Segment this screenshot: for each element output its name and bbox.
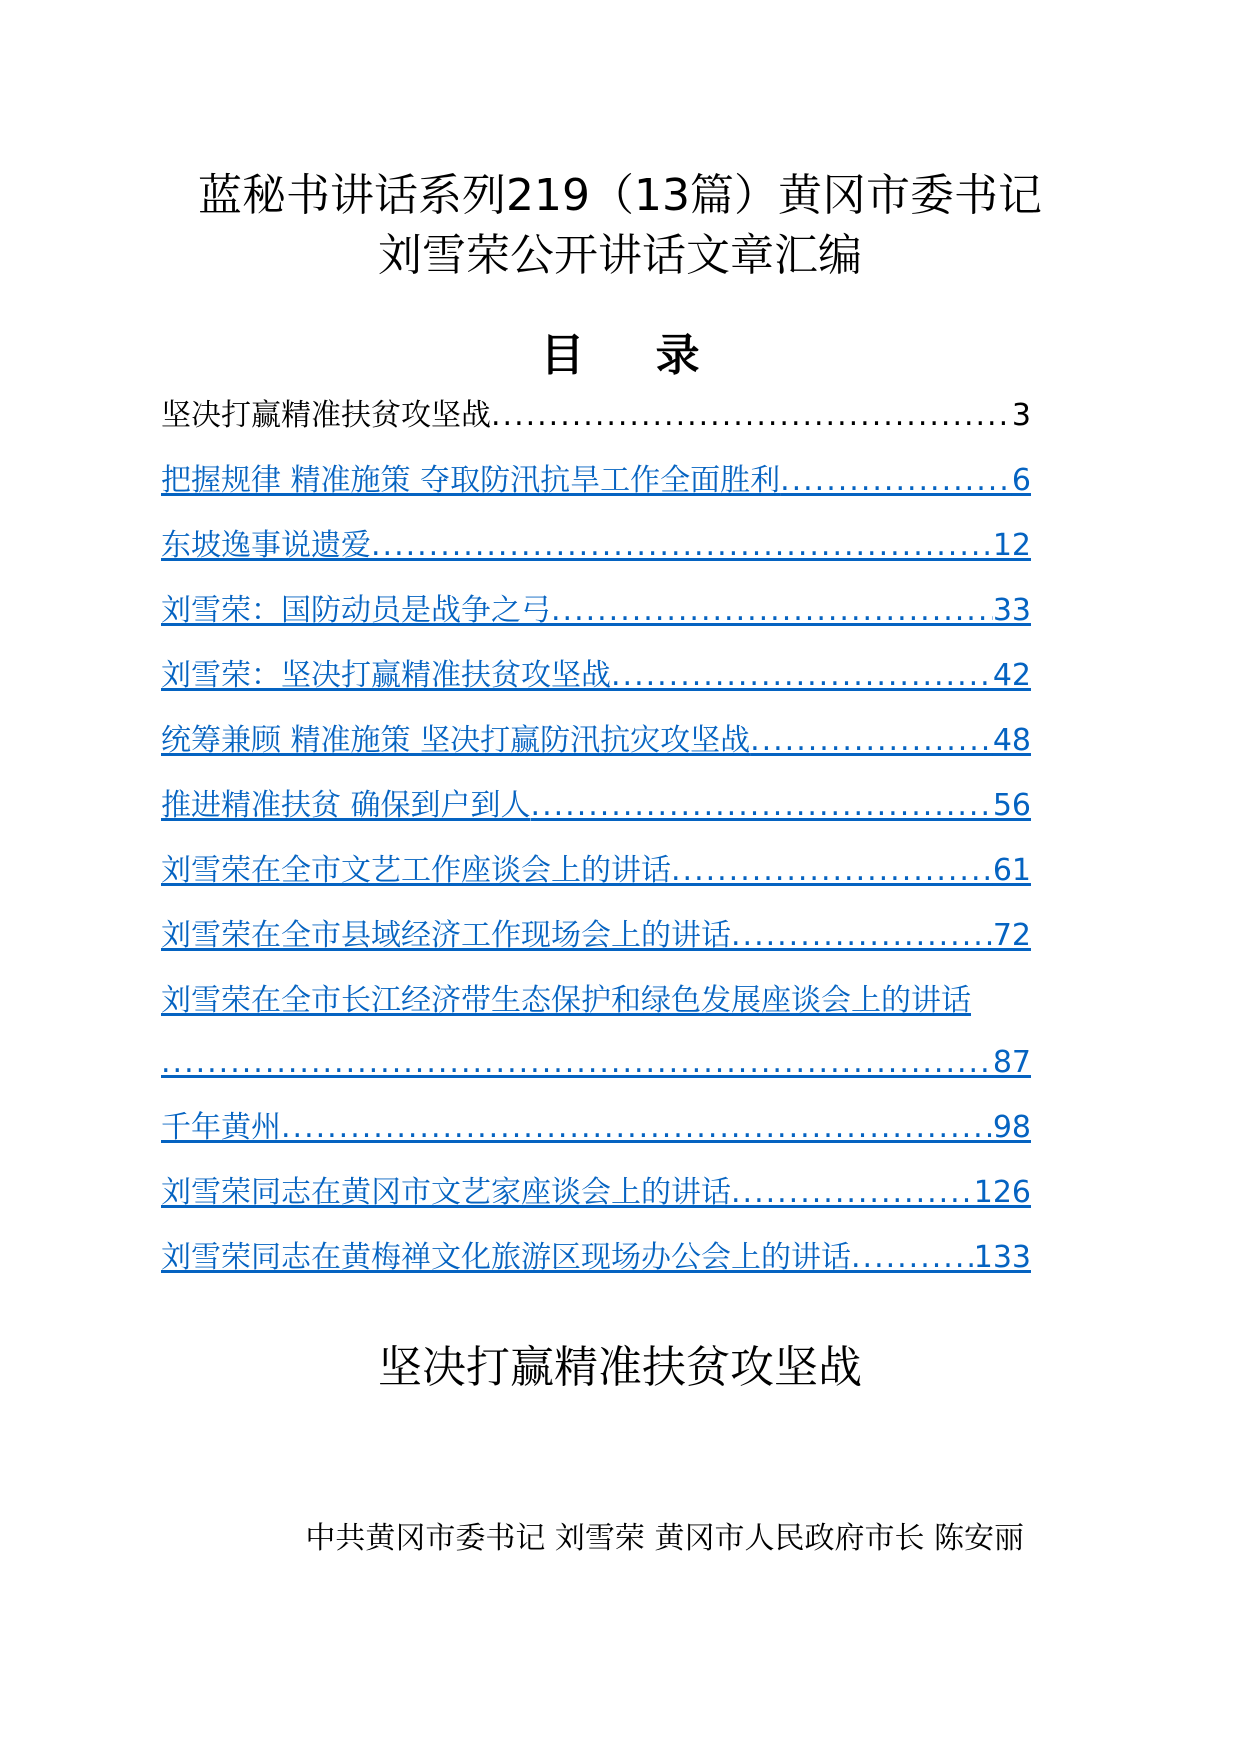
toc-leader-dots[interactable] [731, 915, 993, 957]
toc-leader-dots[interactable] [371, 525, 993, 567]
document-title-line-2: 刘雪荣公开讲话文章汇编 [378, 230, 862, 281]
toc-entry-title[interactable]: 千年黄州 [161, 1110, 281, 1145]
toc-leader-dots[interactable] [731, 1172, 974, 1214]
toc-entry-11[interactable] [161, 1107, 1031, 1149]
toc-entry-12[interactable] [161, 1172, 1031, 1214]
toc-entry-1 [161, 395, 1031, 437]
toc-entry-13[interactable] [161, 1237, 1031, 1279]
toc-entry-title[interactable]: 刘雪荣在全市县域经济工作现场会上的讲话 [161, 918, 731, 953]
toc-entry-page[interactable]: 87 [992, 1045, 1031, 1080]
toc-entry-title[interactable]: 推进精准扶贫 确保到户到人 [161, 788, 531, 823]
toc-entry-title[interactable]: 东坡逸事说遗爱 [161, 528, 371, 563]
document-title-line-1: 蓝秘书讲话系列219（13篇）黄冈市委书记 [198, 170, 1042, 221]
toc-entry-continuation[interactable] [161, 1042, 1031, 1084]
toc-entry-4[interactable] [161, 590, 1031, 632]
toc-leader-dots[interactable] [281, 1107, 993, 1149]
toc-entry-title[interactable]: 刘雪荣：坚决打赢精准扶贫攻坚战 [161, 658, 611, 693]
toc-entry-title: 坚决打赢精准扶贫攻坚战 [161, 398, 491, 433]
toc-leader-dots[interactable] [750, 720, 993, 762]
toc-entry-9[interactable] [161, 915, 1031, 957]
toc-leader-dots[interactable] [851, 1237, 974, 1279]
toc-entry-page: 3 [1011, 398, 1031, 433]
toc-entry-page[interactable]: 6 [1011, 463, 1031, 498]
toc-entry-page[interactable]: 48 [992, 723, 1031, 758]
toc-leader-dots[interactable] [551, 590, 993, 632]
toc-entry-page[interactable]: 42 [992, 658, 1031, 693]
toc-entry-title[interactable]: 刘雪荣同志在黄冈市文艺家座谈会上的讲话 [161, 1175, 731, 1210]
toc-entry-title[interactable]: 把握规律 精准施策 夺取防汛抗旱工作全面胜利 [161, 463, 781, 498]
toc-entry-title[interactable]: 刘雪荣在全市长江经济带生态保护和绿色发展座谈会上的讲话 [161, 983, 971, 1018]
toc-leader-dots[interactable] [780, 460, 1012, 502]
toc-entry-page[interactable]: 56 [992, 788, 1031, 823]
toc-entry-6[interactable] [161, 720, 1031, 762]
toc-entry-3[interactable] [161, 525, 1031, 567]
toc-entry-2[interactable] [161, 460, 1031, 502]
author-byline: 中共黄冈市委书记 刘雪荣 黄冈市人民政府市长 陈安丽 [305, 1521, 1024, 1556]
toc-entry-10[interactable] [161, 980, 1031, 1084]
toc-leader-dots [491, 395, 1012, 437]
toc-entry-title[interactable]: 统筹兼顾 精准施策 坚决打赢防汛抗灾攻坚战 [161, 723, 751, 758]
toc-entry-page[interactable]: 12 [992, 528, 1031, 563]
toc-heading: 目 录 [540, 330, 728, 381]
toc-entry-page[interactable]: 33 [992, 593, 1031, 628]
toc-entry-page[interactable]: 133 [973, 1240, 1031, 1275]
toc-leader-dots[interactable] [531, 785, 993, 827]
toc-entry-title[interactable]: 刘雪荣同志在黄梅禅文化旅游区现场办公会上的讲话 [161, 1240, 851, 1275]
toc-entry-title[interactable]: 刘雪荣在全市文艺工作座谈会上的讲话 [161, 853, 671, 888]
toc-leader-dots[interactable] [161, 1042, 993, 1084]
document-title [0, 166, 1240, 286]
toc-leader-dots[interactable] [671, 850, 993, 892]
section-title: 坚决打赢精准扶贫攻坚战 [378, 1342, 862, 1393]
table-of-contents [161, 395, 1031, 1302]
toc-entry-7[interactable] [161, 785, 1031, 827]
toc-entry-5[interactable] [161, 655, 1031, 697]
toc-entry-page[interactable]: 126 [973, 1175, 1031, 1210]
toc-entry-page[interactable]: 72 [992, 918, 1031, 953]
toc-entry-page[interactable]: 98 [992, 1110, 1031, 1145]
toc-entry-page[interactable]: 61 [992, 853, 1031, 888]
toc-entry-title[interactable]: 刘雪荣：国防动员是战争之弓 [161, 593, 551, 628]
toc-entry-8[interactable] [161, 850, 1031, 892]
toc-leader-dots[interactable] [611, 655, 993, 697]
